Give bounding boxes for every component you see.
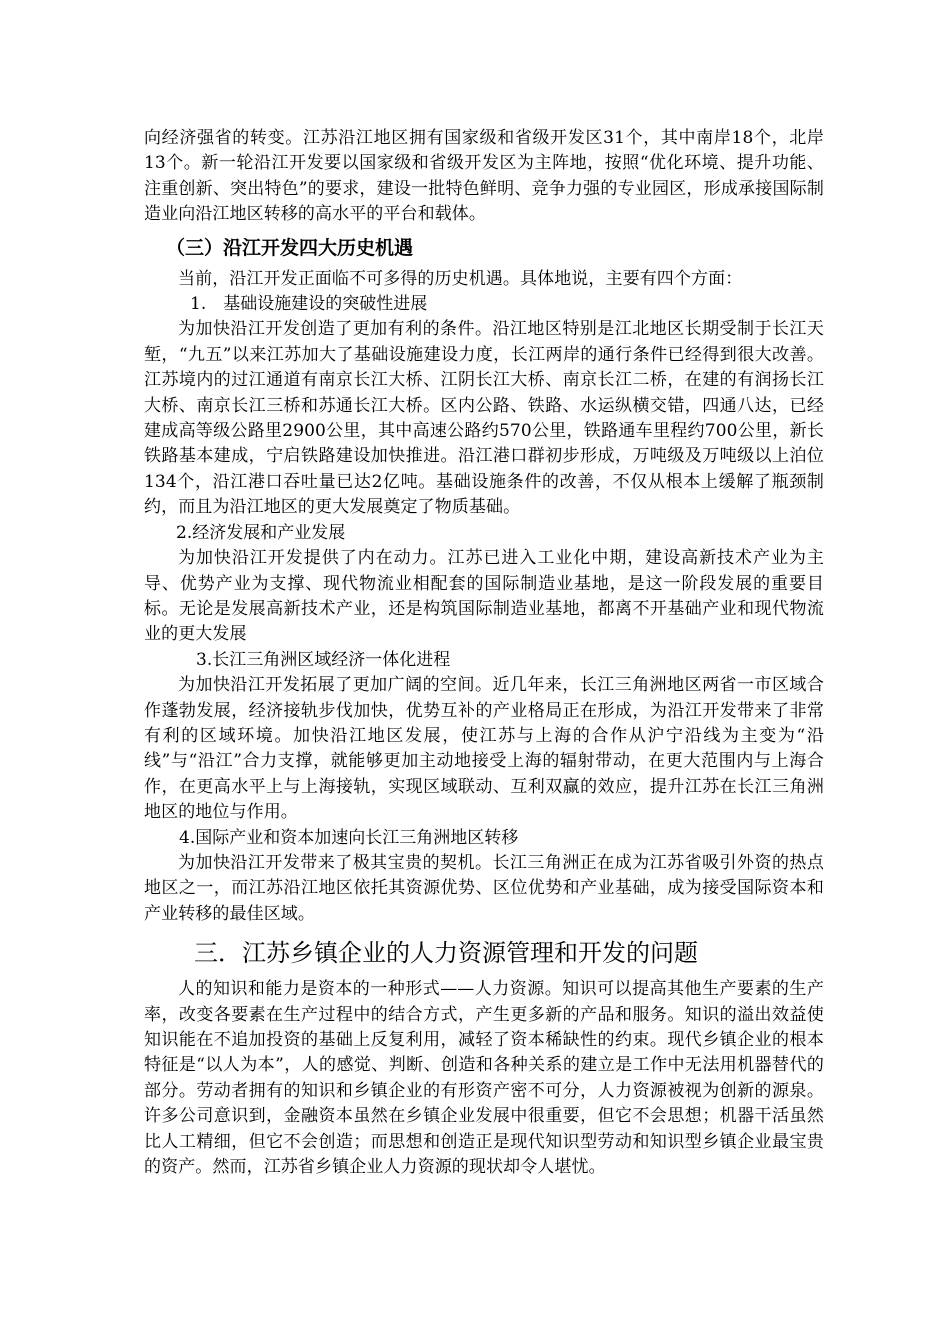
item-3-title: 3.长江三角洲区域经济一体化进程: [196, 649, 451, 670]
chapter-heading-section-3: 三．江苏乡镇企业的人力资源管理和开发的问题: [194, 939, 698, 968]
item-2-title: 2.经济发展和产业发展: [176, 522, 346, 543]
item-3-body: 为加快沿江开发拓展了更加广阔的空间。近几年来，长江三角洲地区两省一市区域合作蓬勃发展，经济接轨步伐加快，优势互补的产业格局正在形成，为沿江开发带来了非常有利的区域环境。加快沿江地区发展，使江苏与上海的合作从沪宁沿线为主变为“沿线”与“沿江”合力支撑，就能够更加主动地接受上海的辐射带动，在更大范围内与上海合作，在更高水平上与上海接轨，实现区域联动、互利双赢的效应，提升江苏在长江三角洲地区的地位与作用。: [144, 675, 824, 823]
item-1-title: 1. 基础设施建设的突破性进展: [190, 294, 428, 315]
item-4-body: 为加快沿江开发带来了极其宝贵的契机。长江三角洲正在成为江苏省吸引外资的热点地区之一，而江苏沿江地区依托其资源优势、区位优势和产业基础，成为接受国际资本和产业转移的最佳区域。: [144, 852, 824, 924]
paragraph-human-resources: 人的知识和能力是资本的一种形式——人力资源。知识可以提高其他生产要素的生产率，改变各要素在生产过程中的结合方式，产生更多新的产品和服务。知识的溢出效益使知识能在不追加投资的基础上反复利用，减轻了资本稀缺性的约束。现代乡镇企业的根本特征是“以人为本”，人的感觉、判断、创造和各种关系的建立是工作中无法用机器替代的部分。劳动者拥有的知识和乡镇企业的有形资产密不可分，人力资源被视为创新的源泉。许多公司意识到，金融资本虽然在乡镇企业发展中很重要，但它不会思想；机器干活虽然比人工精细，但它不会创造；而思想和创造正是现代知识型劳动和知识型乡镇企业最宝贵的资产。然而，江苏省乡镇企业人力资源的现状却令人堪忧。: [144, 979, 824, 1178]
item-4-title: 4.国际产业和资本加速向长江三角洲地区转移: [179, 827, 519, 848]
document-page: [144, 126, 824, 1180]
item-1-body: 为加快沿江开发创造了更加有利的条件。沿江地区特别是江北地区长期受制于长江天堑，“九五”以来江苏加大了基础设施建设力度，长江两岸的通行条件已经得到很大改善。江苏境内的过江通道有南京长江大桥、江阴长江大桥、南京长江二桥，在建的有润扬长江大桥、南京长江三桥和苏通长江大桥。区内公路、铁路、水运纵横交错，四通八达，已经建成高等级公路里2900公里，其中高速公路约570公里，铁路通车里程约700公里，新长铁路基本建成，宁启铁路建设加快推进。沿江港口群初步形成，万吨级及万吨级以上泊位134个，沿江港口吞吐量已达2亿吨。基础设施条件的改善，不仅从根本上缓解了瓶颈制约，而且为沿江地区的更大发展奠定了物质基础。: [144, 319, 824, 518]
paragraph-intro: 向经济强省的转变。江苏沿江地区拥有国家级和省级开发区31个，其中南岸18个，北岸13个。新一轮沿江开发要以国家级和省级开发区为主阵地，按照“优化环境、提升功能、注重创新、突出特色”的要求，建设一批特色鲜明、竞争力强的专业园区，形成承接国际制造业向沿江地区转移的高水平的平台和载体。: [144, 128, 824, 225]
paragraph-lead: 当前，沿江开发正面临不可多得的历史机遇。具体地说，主要有四个方面：: [178, 268, 743, 289]
item-2-body: 为加快沿江开发提供了内在动力。江苏已进入工业化中期，建设高新技术产业为主导、优势产业为支撑、现代物流业相配套的国际制造业基地，是这一阶段发展的重要目标。无论是发展高新技术产业，还是构筑国际制造业基地，都离不开基础产业和现代物流业的更大发展: [144, 548, 824, 645]
section-heading-opportunities: （三）沿江开发四大历史机遇: [166, 236, 414, 259]
